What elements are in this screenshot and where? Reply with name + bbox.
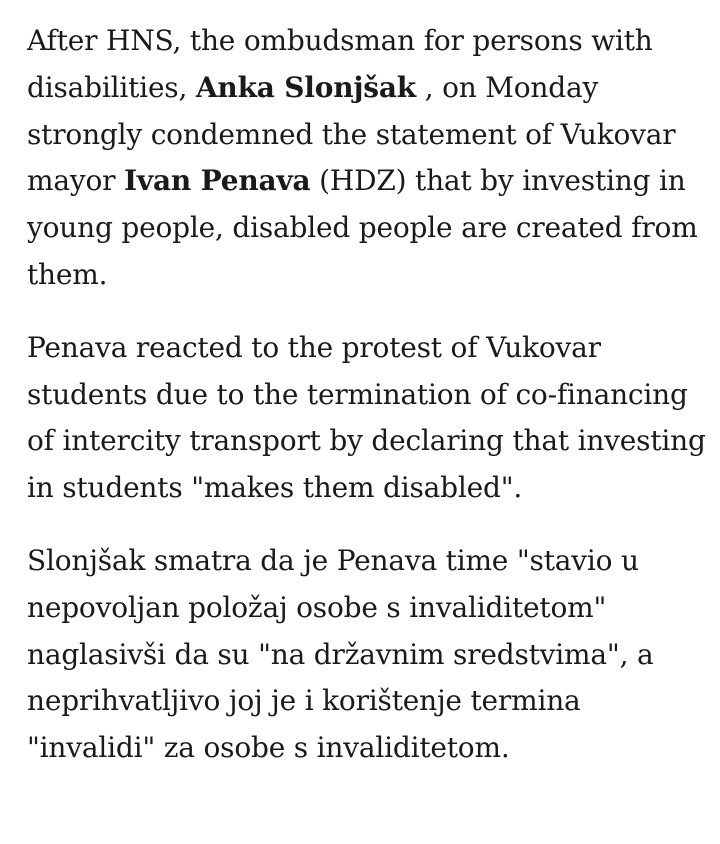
person-name-ivan-penava: Ivan Penava <box>124 164 311 198</box>
paragraph-1-middle: , on Monday strongly condemned the statement of Vukovar mayor <box>27 70 676 198</box>
person-name-anka-slonjsak: Anka Slonjšak <box>195 70 416 104</box>
paragraph-3: Slonjšak smatra da je Penava time "stavio u nepovoljan položaj osobe s invaliditetom" naglasivši da su "na državnim sredstvima", a neprihvatljivo joj je i korištenje termina "invalidi" za osobe s invaliditetom. <box>27 543 654 765</box>
paragraph-1-end: (HDZ) that by investing in young people, disabled people are created from them. <box>27 164 698 291</box>
paragraph-1 <box>27 18 717 299</box>
paragraph-1-intro: After HNS, the ombudsman for persons with disabilities, <box>27 24 653 104</box>
paragraph-2: Penava reacted to the protest of Vukovar students due to the termination of co-financing of intercity transport by declaring that investing in students "makes them disabled". <box>27 330 706 505</box>
article-body <box>27 18 717 798</box>
